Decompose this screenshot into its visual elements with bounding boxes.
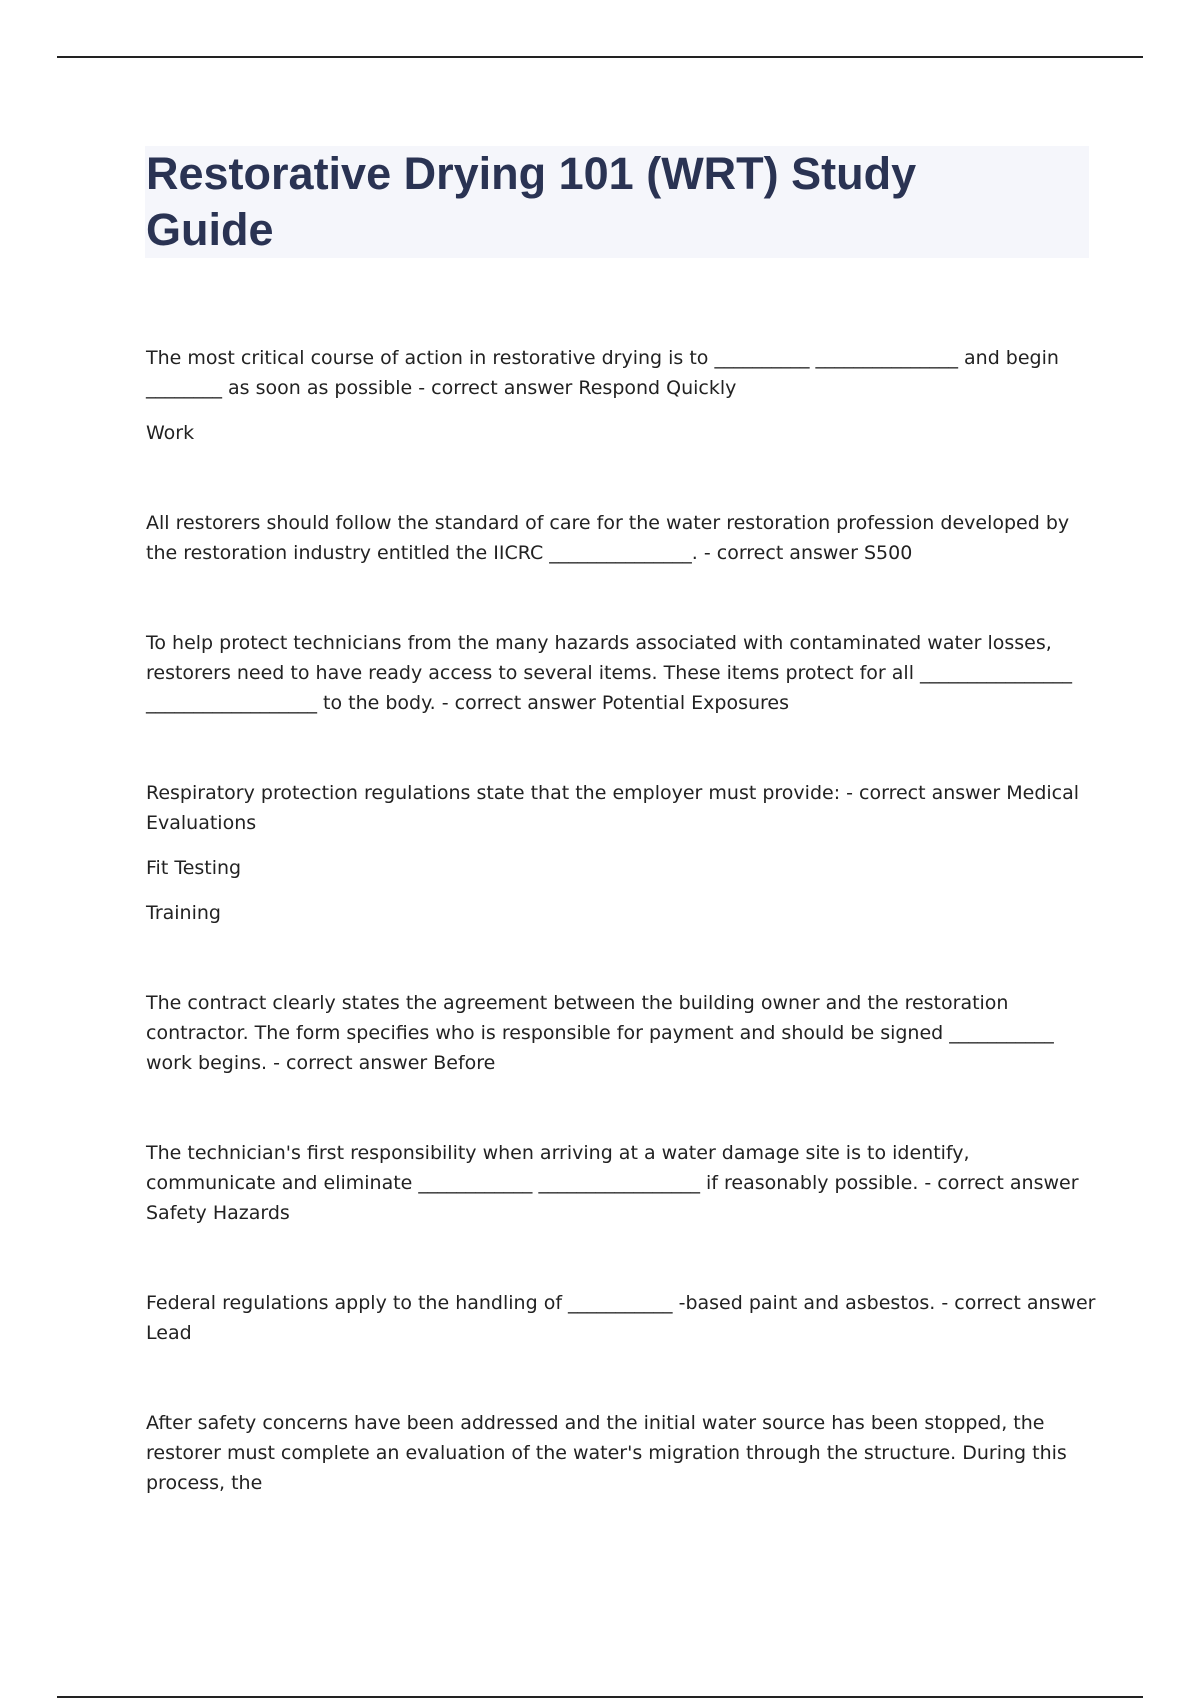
document-title: Restorative Drying 101 (WRT) Study Guide <box>146 148 917 255</box>
question-text: Respiratory protection regulations state that the employer must provide: - correct answer Medical Evaluations <box>146 782 1080 834</box>
qa-item-4 <box>146 778 1096 928</box>
qa-item-3 <box>146 628 1096 718</box>
answer-line: Fit Testing <box>146 857 242 879</box>
question-text: After safety concerns have been addressed and the initial water source has been stopped, the restorer must complete an evaluation of the water's migration through the structure. During this process, the <box>146 1412 1067 1494</box>
question-text: Federal regulations apply to the handling of ___________ -based paint and asbestos. - correct answer Lead <box>146 1292 1096 1344</box>
qa-list <box>146 343 1096 1558</box>
question-text: To help protect technicians from the many hazards associated with contaminated water losses, restorers need to have ready access to several items. These items protect for all ________________ __________________ to the body. - correct answer Potential Exposures <box>146 632 1073 714</box>
question-text: The most critical course of action in restorative drying is to __________ _______________ and begin ________ as soon as possible - correct answer Respond Quickly <box>146 347 1059 399</box>
qa-item-7 <box>146 1288 1096 1348</box>
footer-rule <box>57 1696 1143 1698</box>
answer-line: Training <box>146 902 221 924</box>
qa-item-6 <box>146 1138 1096 1228</box>
header-rule <box>57 56 1143 58</box>
question-text: The contract clearly states the agreement between the building owner and the restoration contractor. The form specifies who is responsible for payment and should be signed ___________ work begins. - correct answer Before <box>146 992 1054 1074</box>
answer-line: Work <box>146 422 195 444</box>
qa-item-2 <box>146 508 1096 568</box>
question-text: The technician's first responsibility when arriving at a water damage site is to identify, communicate and eliminate ____________ _________________ if reasonably possible. - correct answer Safety Hazards <box>146 1142 1079 1224</box>
qa-item-5 <box>146 988 1096 1078</box>
qa-item-8 <box>146 1408 1096 1498</box>
qa-item-1 <box>146 343 1096 448</box>
question-text: All restorers should follow the standard of care for the water restoration profession developed by the restoration industry entitled the IICRC _______________. - correct answer S500 <box>146 512 1070 564</box>
